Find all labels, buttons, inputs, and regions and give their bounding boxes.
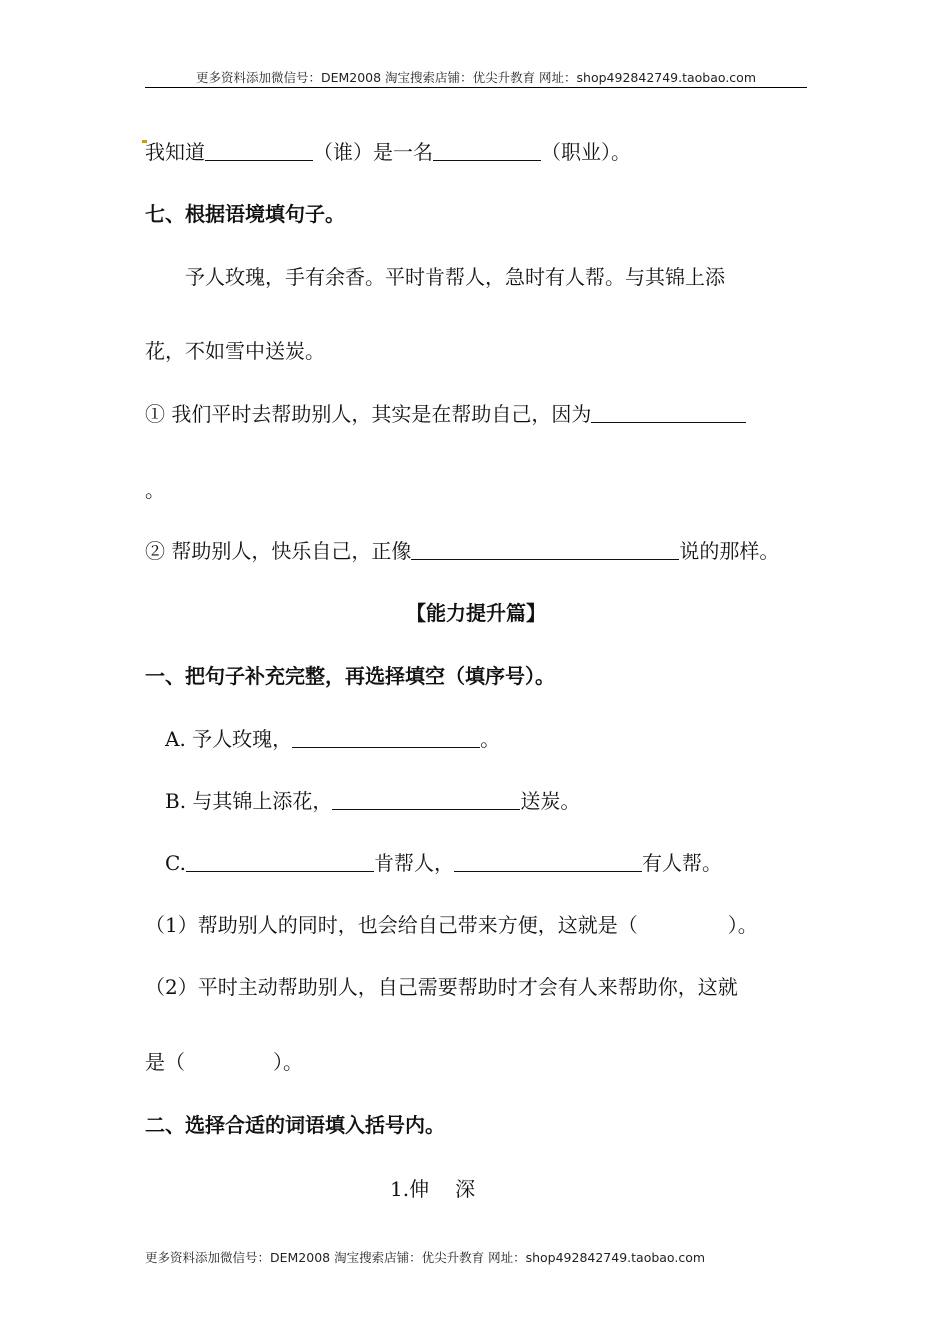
part-2-cont-post: ）。: [273, 1050, 303, 1074]
blank-b[interactable]: [332, 789, 520, 810]
question-2: [145, 537, 779, 565]
section-seven-title: 七、根据语境填句子。: [145, 202, 345, 226]
line1-text-a: 我知道: [145, 140, 205, 164]
part-1-post: ）。: [727, 913, 758, 937]
blank-c1[interactable]: [186, 851, 374, 872]
page-header: 更多资料添加微信号：DEM2008 淘宝搜索店铺：优尖升教育 网址：shop492842749.taobao.com: [195, 70, 757, 85]
part-1-pre: （1）帮助别人的同时，也会给自己带来方便，这就是（: [145, 913, 638, 937]
item-1-word-2: 深: [455, 1177, 476, 1201]
question-2-text-a: ② 帮助别人，快乐自己，正像: [145, 539, 412, 563]
question-1-text: ① 我们平时去帮助别人，其实是在帮助自己，因为: [145, 402, 592, 426]
blank-a[interactable]: [292, 727, 480, 748]
page-footer: 更多资料添加微信号：DEM2008 淘宝搜索店铺：优尖升教育 网址：shop492842749.taobao.com: [145, 1250, 706, 1265]
item-a: [165, 725, 500, 753]
part-2: （2）平时主动帮助别人，自己需要帮助时才会有人来帮助你，这就: [145, 975, 738, 999]
ability-title: 【能力提升篇】: [406, 601, 546, 625]
item-1-number: 1.: [390, 1177, 410, 1201]
section-seven-para-1: 予人玫瑰，手有余香。平时肯帮人，急时有人帮。与其锦上添: [185, 265, 725, 289]
question-1: [145, 400, 746, 428]
part-2-cont: [145, 1048, 303, 1076]
item-c: [165, 849, 722, 877]
blank-who[interactable]: [205, 140, 313, 161]
item-c-post: 有人帮。: [641, 851, 722, 875]
question-1-end: 。: [145, 478, 165, 502]
line-who-profession: [145, 138, 631, 166]
item-1-word-1: 伸: [409, 1177, 430, 1201]
section-b-item-1: [390, 1175, 475, 1203]
line1-text-c: （职业）。: [541, 140, 631, 164]
item-b-post: 送炭。: [520, 789, 581, 813]
blank-c2[interactable]: [454, 851, 642, 872]
line1-text-b: （谁）是一名: [313, 140, 433, 164]
header-rule: [145, 87, 807, 88]
section-seven-para-2: 花，不如雪中送炭。: [145, 339, 325, 363]
blank-q2[interactable]: [411, 539, 679, 560]
item-b: [165, 787, 580, 815]
item-a-post: 。: [480, 727, 501, 751]
question-2-text-b: 说的那样。: [679, 539, 780, 563]
blank-q1[interactable]: [591, 402, 746, 423]
part-1: [145, 911, 758, 939]
item-c-mid: 肯帮人，: [373, 851, 454, 875]
item-c-pre: C.: [165, 851, 186, 875]
blank-profession[interactable]: [433, 140, 541, 161]
item-a-pre: A. 予人玫瑰，: [165, 727, 293, 751]
section-a-title: 一、把句子补充完整，再选择填空（填序号）。: [145, 664, 555, 688]
item-b-pre: B. 与其锦上添花，: [165, 789, 333, 813]
section-b-title: 二、选择合适的词语填入括号内。: [145, 1113, 445, 1137]
part-2-cont-pre: 是（: [145, 1050, 185, 1074]
